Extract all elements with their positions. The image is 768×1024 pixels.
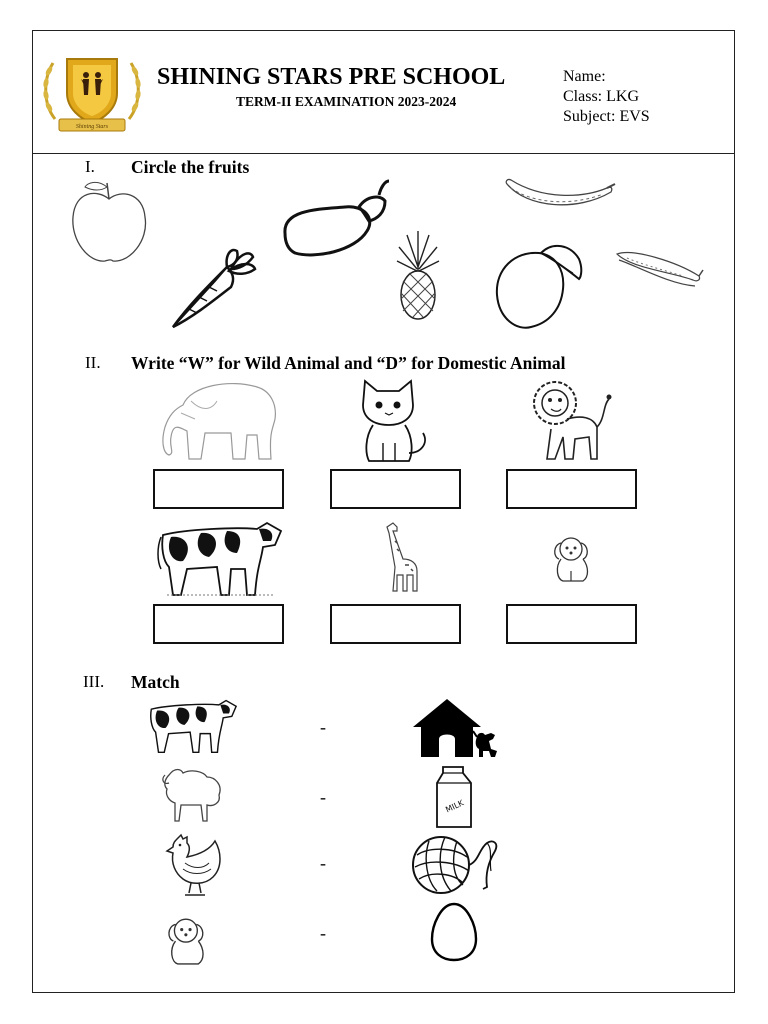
answer-box-cow[interactable] — [153, 604, 284, 644]
match-sheep-icon[interactable] — [161, 765, 225, 823]
answer-box-elephant[interactable] — [153, 469, 284, 509]
carrot-icon[interactable] — [169, 245, 259, 329]
peas-icon[interactable] — [613, 246, 705, 292]
exam-title: TERM-II EXAMINATION 2023-2024 — [236, 94, 457, 109]
class-label: Class: LKG — [563, 88, 639, 105]
subject-label: Subject: EVS — [563, 108, 650, 125]
section-1-title: Circle the fruits — [131, 157, 250, 177]
match-puppy-icon[interactable] — [163, 911, 215, 969]
giraffe-icon — [379, 519, 423, 593]
match-dash-2: - — [320, 787, 326, 807]
cat-icon — [355, 377, 435, 463]
elephant-icon — [161, 375, 285, 461]
worksheet-page — [32, 30, 735, 993]
pineapple-icon[interactable] — [393, 227, 443, 323]
doghouse-icon[interactable] — [411, 697, 501, 759]
answer-box-lion[interactable] — [506, 469, 637, 509]
section-2-title: Write “W” for Wild Animal and “D” for Domestic Animal — [131, 353, 566, 373]
school-name: SHINING STARS PRE SCHOOL — [157, 64, 506, 90]
answer-box-puppy[interactable] — [506, 604, 637, 644]
banana-icon[interactable] — [503, 178, 617, 226]
egg-icon[interactable] — [429, 901, 479, 963]
lion-icon — [531, 379, 611, 463]
answer-box-cat[interactable] — [330, 469, 461, 509]
match-dash-1: - — [320, 717, 326, 737]
puppy-icon — [549, 533, 599, 583]
svg-text:Shining Stars: Shining Stars — [75, 124, 109, 130]
match-cow-icon[interactable] — [147, 695, 239, 755]
wool-ball-icon[interactable] — [409, 831, 501, 895]
answer-box-giraffe[interactable] — [330, 604, 461, 644]
brinjal-icon[interactable] — [281, 179, 393, 261]
apple-icon[interactable] — [67, 179, 151, 265]
section-3-number: III. — [83, 672, 105, 691]
section-1-number: I. — [85, 157, 95, 176]
match-dash-4: - — [320, 923, 326, 943]
name-label: Name: — [563, 68, 606, 85]
milk-carton-icon[interactable] — [431, 765, 477, 829]
section-3-title: Match — [131, 672, 180, 692]
milk-label: MILK — [444, 798, 466, 815]
match-dash-3: - — [320, 853, 326, 873]
match-hen-icon[interactable] — [161, 833, 225, 897]
section-2-number: II. — [85, 353, 101, 372]
school-logo-icon — [39, 49, 145, 133]
mango-icon[interactable] — [493, 239, 585, 333]
header-divider — [33, 153, 734, 154]
cow-icon — [157, 517, 285, 597]
